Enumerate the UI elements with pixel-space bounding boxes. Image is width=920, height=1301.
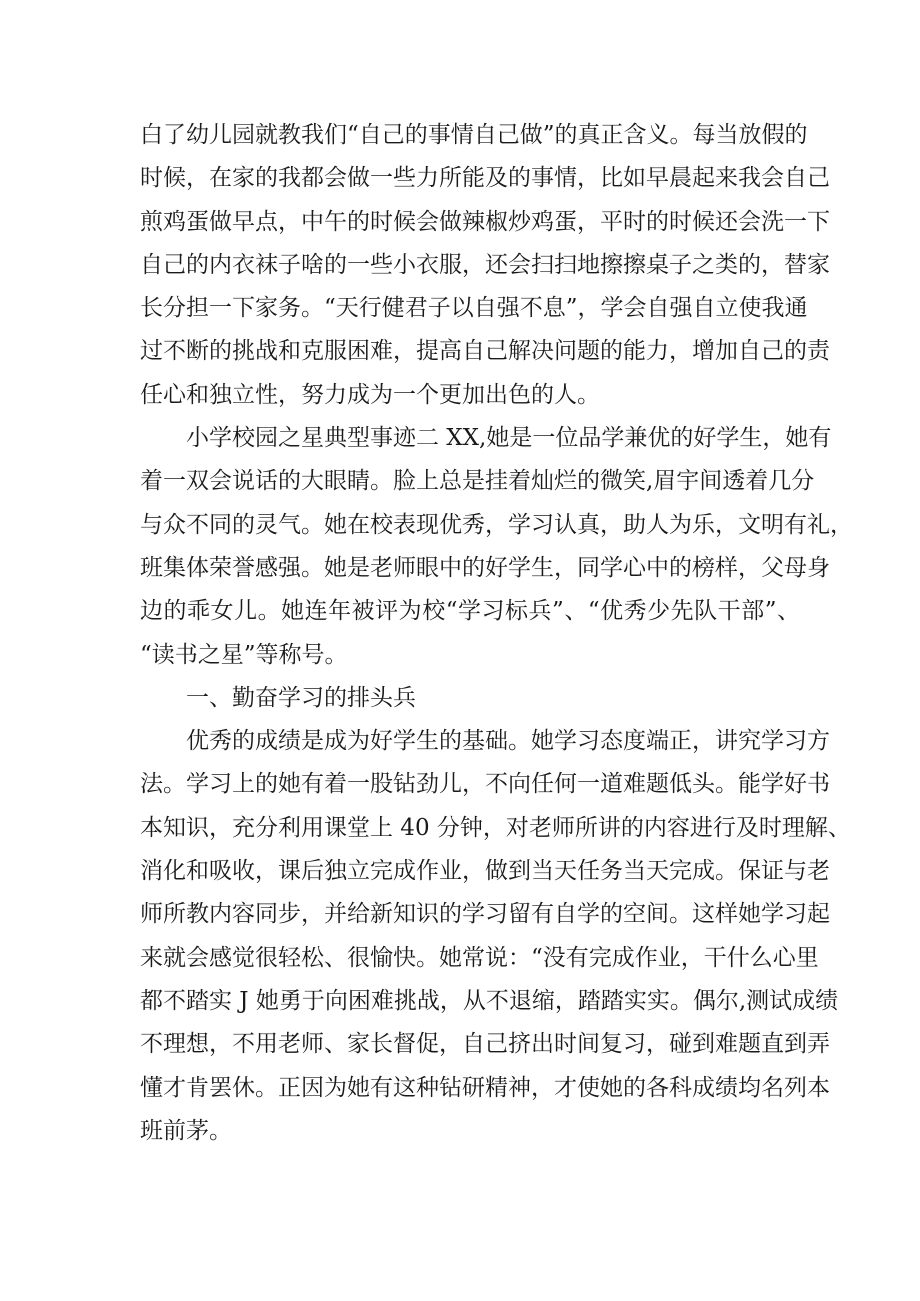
text-line: 任心和独立性，努力成为一个更加出色的人。 — [140, 381, 600, 408]
text-line: 边的乖女儿。她连年被评为校“学习标兵”、“优秀少先队干部”、 — [140, 598, 800, 625]
text-line: 白了幼儿园就教我们“自己的事情自己做”的真正含义。每当放假的 — [140, 122, 808, 148]
text-line: 消化和吸收，课后独立完成作业，做到当天任务当天完成。保证与老 — [140, 858, 830, 885]
text-line: 懂才肯罢休。正因为她有这种钻研精神，才使她的各科成绩均名列本 — [140, 1074, 830, 1101]
text-line: 煎鸡蛋做早点，中午的时候会做辣椒炒鸡蛋，平时的时候还会洗一下 — [140, 208, 830, 235]
text-line: 自己的内衣袜子啥的一些小衣服，还会扫扫地擦擦桌子之类的，替家 — [140, 251, 830, 278]
text-line: 本知识，充分利用课堂上 40 分钟，对老师所讲的内容进行及时理解、 — [140, 814, 851, 841]
text-line: 班前茅。 — [140, 1117, 232, 1144]
text-line: 小学校园之星典型事迹二 XX,她是一位品学兼优的好学生，她有 — [186, 425, 832, 452]
text-line: 着一双会说话的大眼睛。脸上总是挂着灿烂的微笑,眉宇间透着几分 — [140, 468, 815, 495]
text-line: 师所教内容同步，并给新知识的学习留有自学的空间。这样她学习起 — [140, 901, 830, 928]
body-text — [140, 114, 853, 1153]
text-line: 来就会感觉很轻松、很愉快。她常说：“没有完成作业，干什么心里 — [140, 944, 819, 971]
text-line: 长分担一下家务。“天行健君子以自强不息”，学会自强自立使我通 — [140, 295, 808, 322]
text-line: 优秀的成绩是成为好学生的基础。她学习态度端正，讲究学习方 — [186, 728, 830, 755]
text-line: 不理想，不用老师、家长督促，自己挤出时间复习，碰到难题直到弄 — [140, 1031, 830, 1058]
text-line: 班集体荣誉感强。她是老师眼中的好学生，同学心中的榜样，父母身 — [140, 554, 830, 581]
text-line: 与众不同的灵气。她在校表现优秀，学习认真，助人为乐，文明有礼， — [140, 511, 853, 538]
text-line: 法。学习上的她有着一股钻劲儿，不向任何一道难题低头。能学好书 — [140, 771, 830, 798]
text-line: “读书之星”等称号。 — [140, 641, 348, 668]
text-line: 过不断的挑战和克服困难，提高自己解决问题的能力，增加自己的责 — [140, 338, 830, 365]
text-line: 一、勤奋学习的排头兵 — [186, 684, 416, 711]
text-line: 都不踏实 J 她勇于向困难挑战，从不退缩，踏踏实实。偶尔,测试成绩 — [140, 987, 839, 1014]
text-line: 时候，在家的我都会做一些力所能及的事情，比如早晨起来我会自己 — [140, 165, 830, 192]
